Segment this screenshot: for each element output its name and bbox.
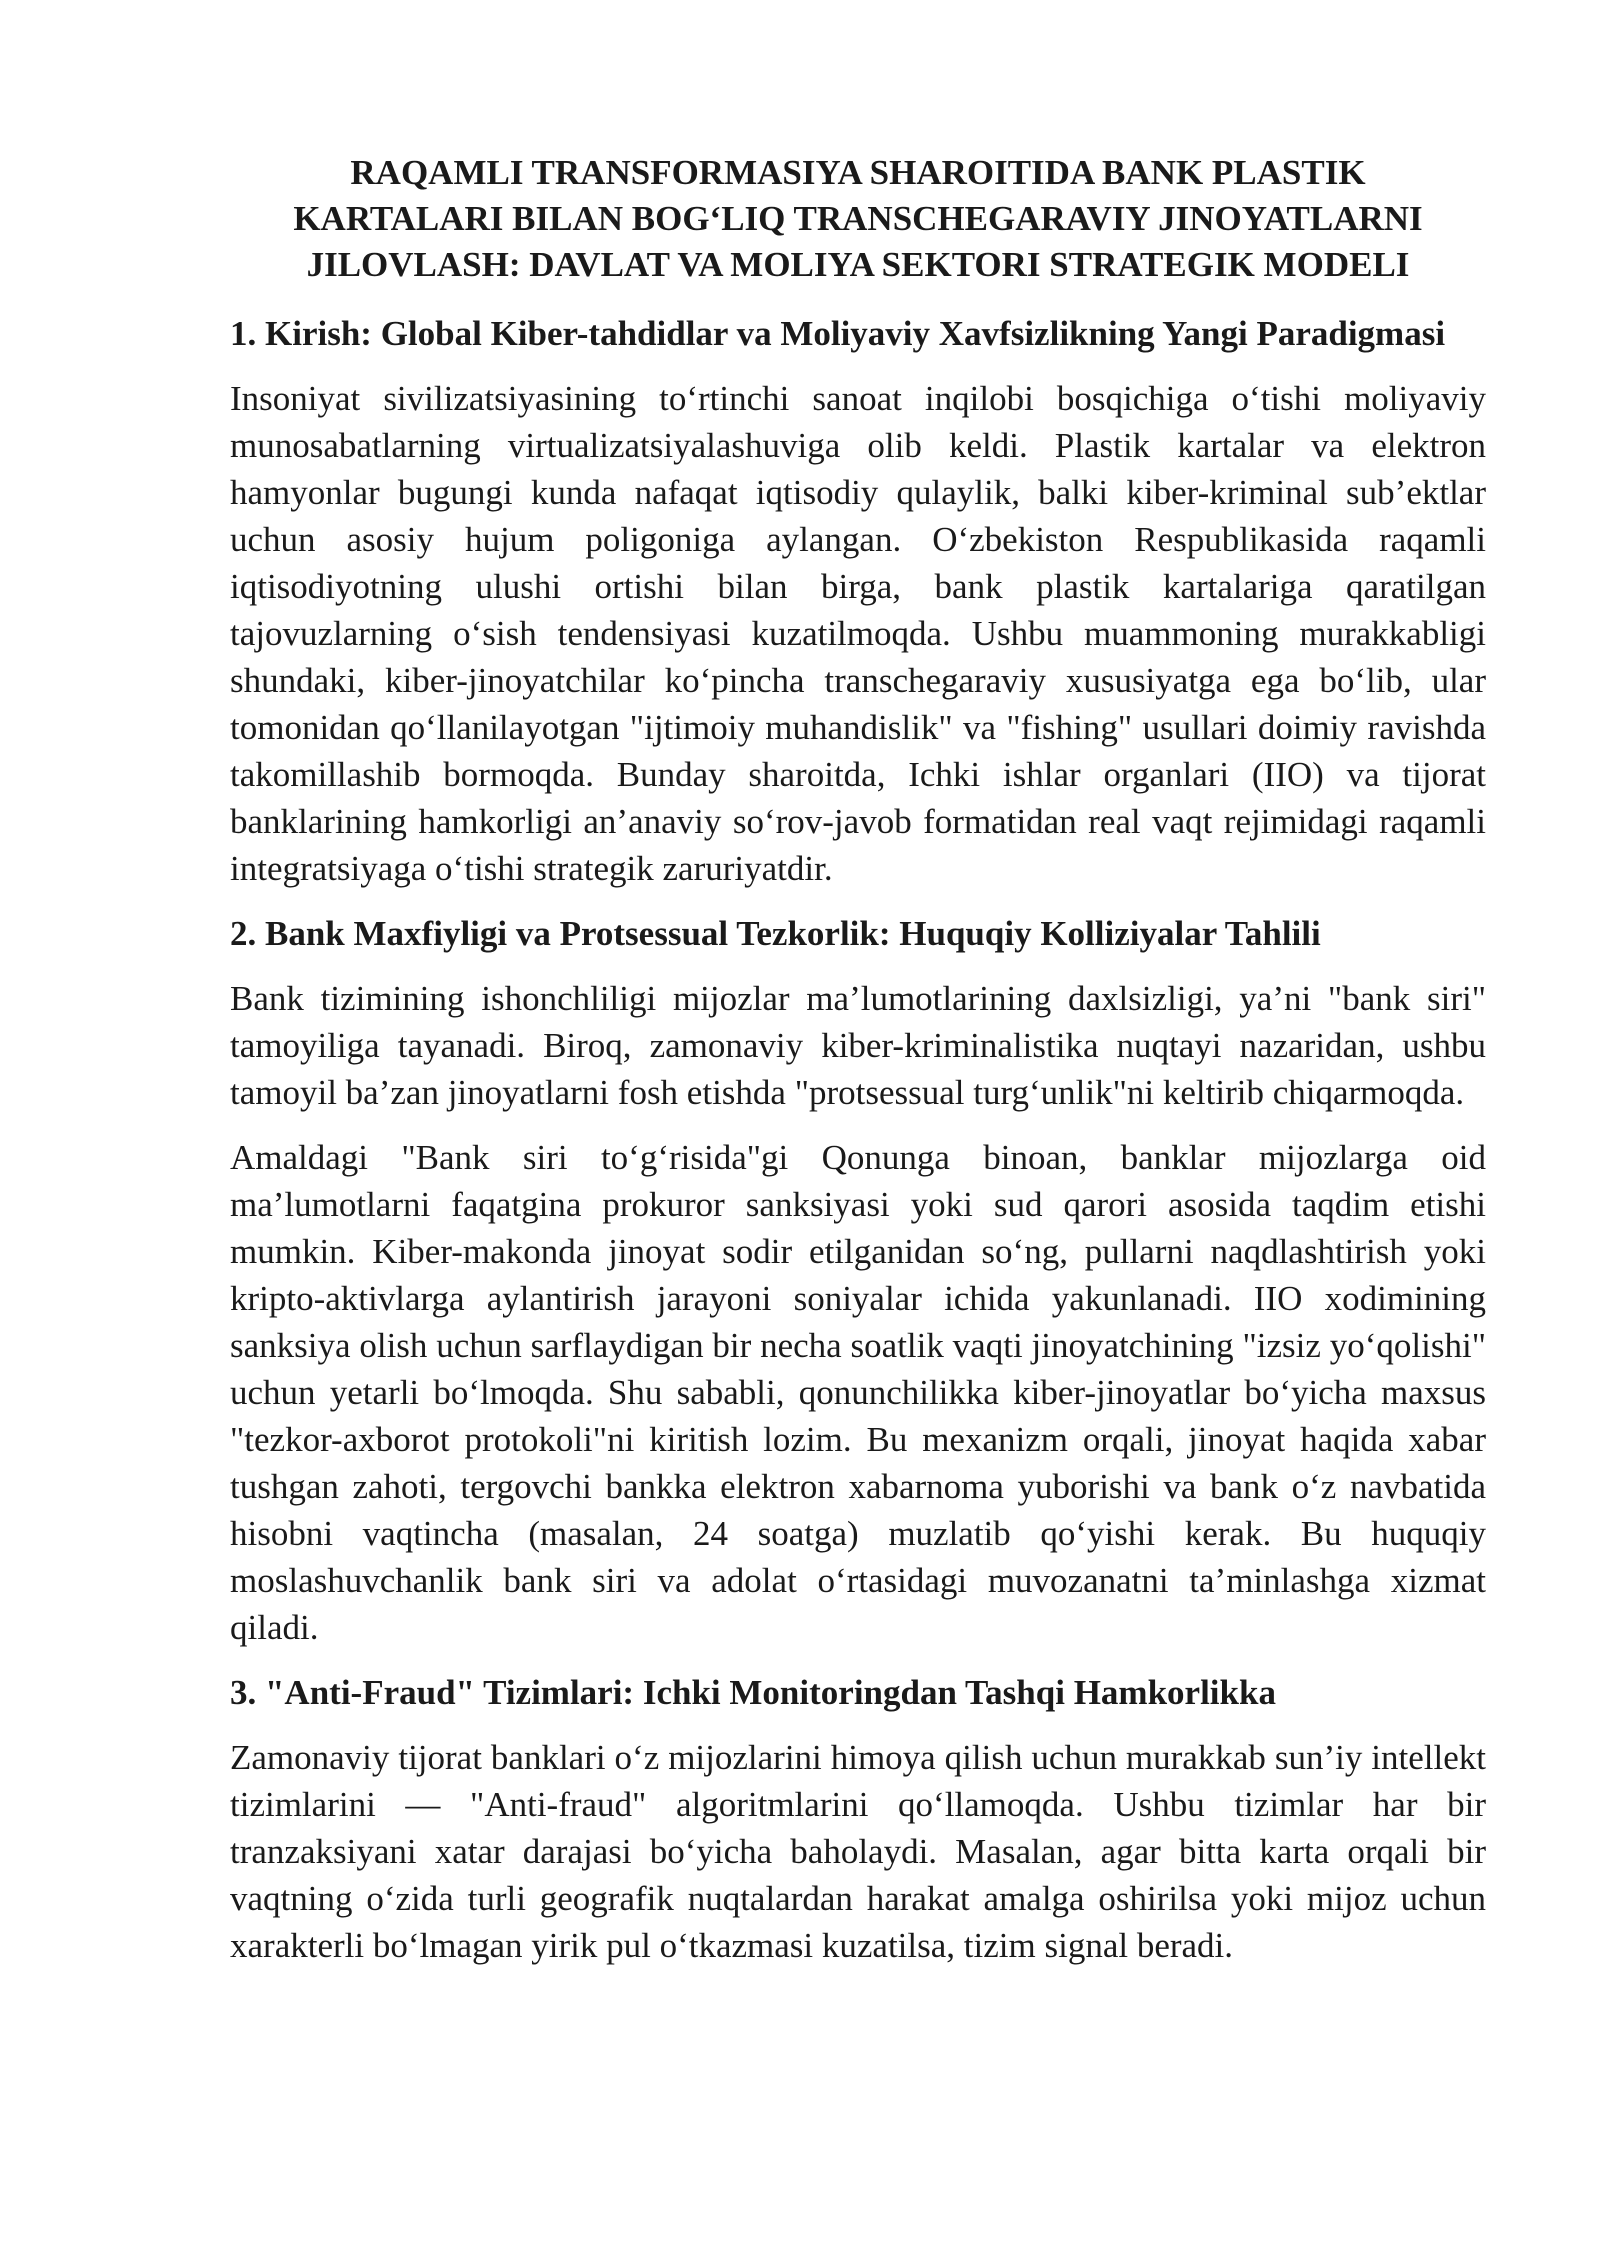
document-title-line: JILOVLASH: DAVLAT VA MOLIYA SEKTORI STRATEGIK MODELI <box>306 245 1410 284</box>
section-anti-fraud <box>230 1669 1486 1969</box>
section-heading: 2. Bank Maxfiyligi va Protsessual Tezkorlik: Huquqiy Kolliziyalar Tahlili <box>230 914 1321 953</box>
paragraph: Insoniyat sivilizatsiyasining to‘rtinchi sanoat inqilobi bosqichiga o‘tishi moliyaviy munosabatlarning virtualizatsiyalashuviga olib keldi. Plastik kartalar va elektron hamyonlar bugungi kunda nafaqat iqtisodiy qulaylik, balki kiber-kriminal sub’ektlar uchun asosiy hujum poligoniga aylangan. O‘zbekiston Respublikasida raqamli iqtisodiyotning ulushi ortishi bilan birga, bank plastik kartalariga qaratilgan tajovuzlarning o‘sish tendensiyasi kuzatilmoqda. Ushbu muammoning murakkabligi shundaki, kiber-jinoyatchilar ko‘pincha transchegaraviy xususiyatga ega bo‘lib, ular tomonidan qo‘llanilayotgan "ijtimoiy muhandislik" va "fishing" usullari doimiy ravishda takomillashib bormoqda. Bunday sharoitda, Ichki ishlar organlari (IIO) va tijorat banklarining hamkorligi an’anaviy so‘rov-javob formatidan real vaqt rejimidagi raqamli integratsiyaga o‘tishi strategik zaruriyatdir. <box>230 379 1486 888</box>
paragraph: Zamonaviy tijorat banklari o‘z mijozlarini himoya qilish uchun murakkab sun’iy intellekt tizimlarini — "Anti-fraud" algoritmlarini qo‘llamoqda. Ushbu tizimlar har bir tranzaksiyani xatar darajasi bo‘yicha baholaydi. Masalan, agar bitta karta orqali bir vaqtning o‘zida turli geografik nuqtalardan harakat amalga oshirilsa yoki mijoz uchun xarakterli bo‘lmagan yirik pul o‘tkazmasi kuzatilsa, tizim signal beradi. <box>230 1738 1486 1965</box>
document-title-line: KARTALARI BILAN BOG‘LIQ TRANSCHEGARAVIY JINOYATLARNI <box>293 199 1423 238</box>
document-title <box>230 150 1486 288</box>
document-page <box>230 150 1486 1987</box>
section-introduction <box>230 310 1486 892</box>
section-heading: 3. "Anti-Fraud" Tizimlari: Ichki Monitoringdan Tashqi Hamkorlikka <box>230 1673 1276 1712</box>
paragraph: Bank tizimining ishonchliligi mijozlar ma’lumotlarining daxlsizligi, ya’ni "bank siri" tamoyiliga tayanadi. Biroq, zamonaviy kiber-kriminalistika nuqtayi nazaridan, ushbu tamoyil ba’zan jinoyatlarni fosh etishda "protsessual turg‘unlik"ni keltirib chiqarmoqda. <box>230 979 1486 1112</box>
document-title-line: RAQAMLI TRANSFORMASIYA SHAROITIDA BANK PLASTIK <box>350 153 1366 192</box>
paragraph: Amaldagi "Bank siri to‘g‘risida"gi Qonunga binoan, banklar mijozlarga oid ma’lumotlarni faqatgina prokuror sanksiyasi yoki sud qarori asosida taqdim etishi mumkin. Kiber-makonda jinoyat sodir etilganidan so‘ng, pullarni naqdlashtirish yoki kripto-aktivlarga aylantirish jarayoni soniyalar ichida yakunlanadi. IIO xodimining sanksiya olish uchun sarflaydigan bir necha soatlik vaqti jinoyatchining "izsiz yo‘qolishi" uchun yetarli bo‘lmoqda. Shu sababli, qonunchilikka kiber-jinoyatlar bo‘yicha maxsus "tezkor-axborot protokoli"ni kiritish lozim. Bu mexanizm orqali, jinoyat haqida xabar tushgan zahoti, tergovchi bankka elektron xabarnoma yuborishi va bank o‘z navbatida hisobni vaqtincha (masalan, 24 soatga) muzlatib qo‘yishi kerak. Bu huquqiy moslashuvchanlik bank siri va adolat o‘rtasidagi muvozanatni ta’minlashga xizmat qiladi. <box>230 1138 1486 1647</box>
section-bank-secrecy <box>230 910 1486 1651</box>
section-heading: 1. Kirish: Global Kiber-tahdidlar va Moliyaviy Xavfsizlikning Yangi Paradigmasi <box>230 314 1446 353</box>
